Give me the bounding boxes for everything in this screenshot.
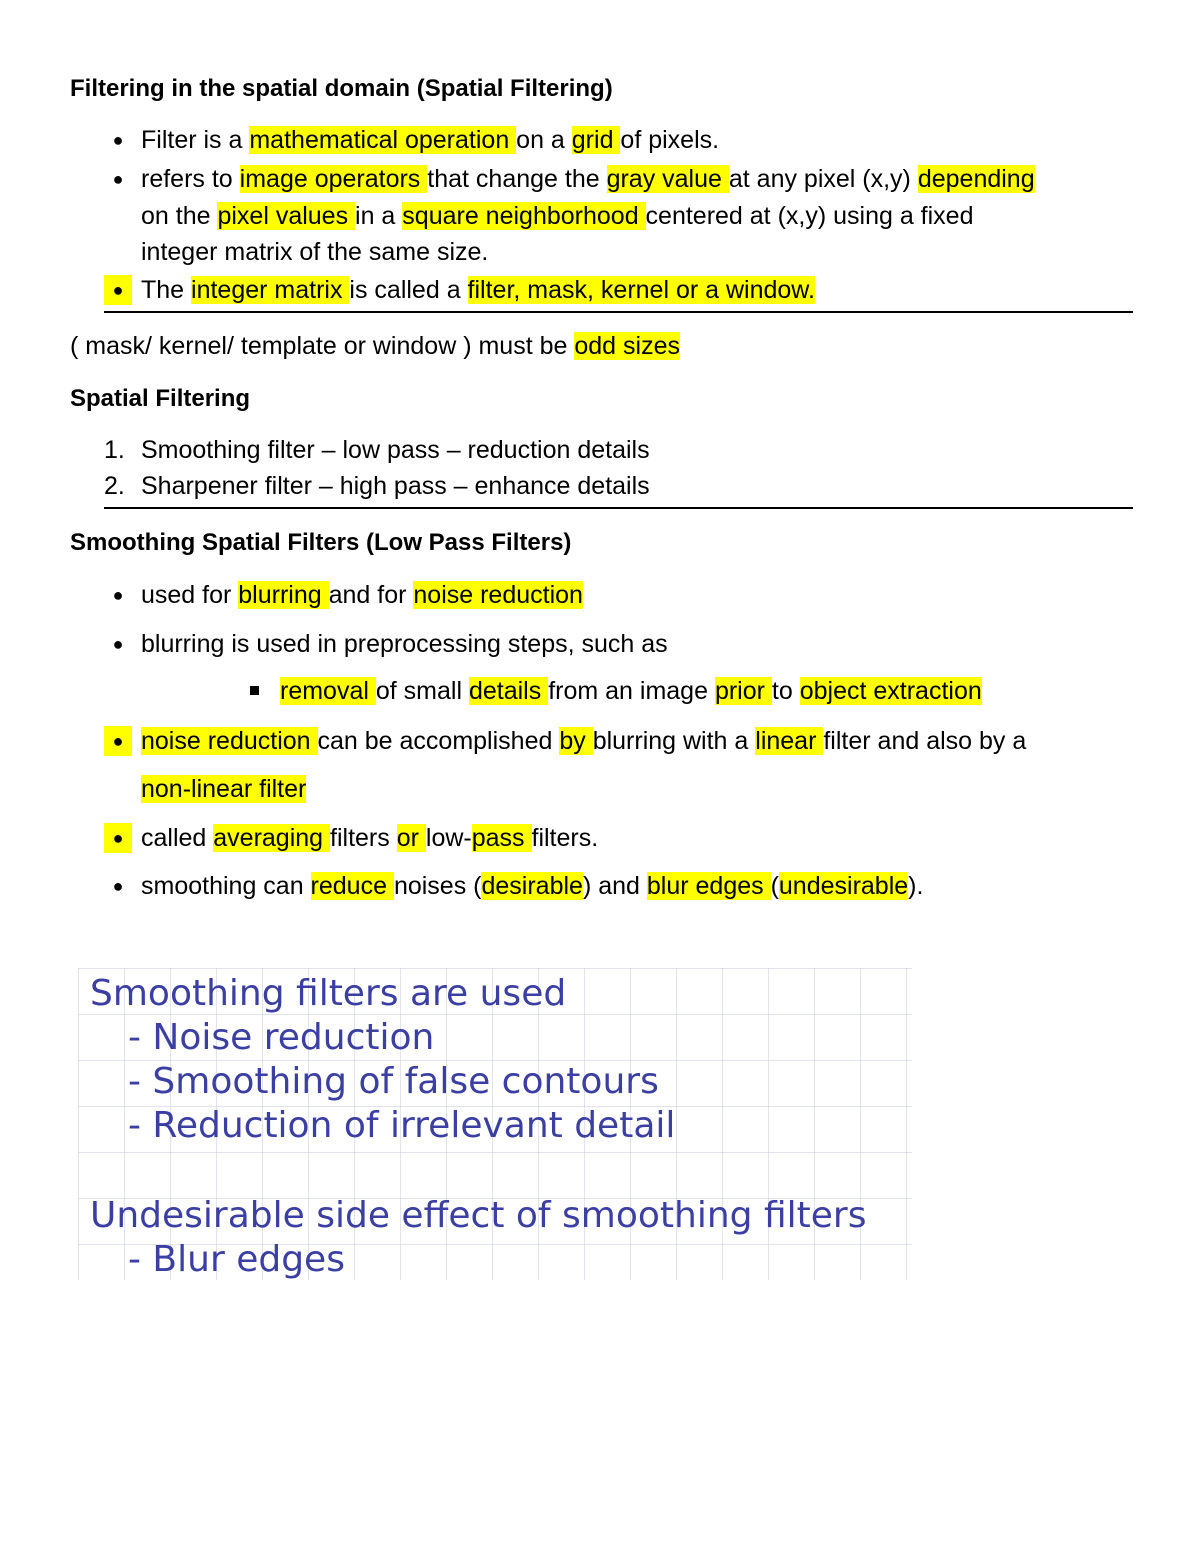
highlighted-text: desirable: [481, 872, 583, 900]
text: filter and also by a: [823, 727, 1027, 755]
text: of pixels.: [620, 126, 720, 154]
text: refers to: [141, 165, 240, 193]
bullet-icon: ●: [112, 130, 124, 150]
bullet-smoothing-tradeoff: [141, 870, 923, 902]
text: in a: [355, 202, 403, 230]
text: ) and: [582, 872, 647, 900]
text: to: [771, 677, 800, 705]
highlighted-text: odd sizes: [574, 332, 680, 360]
square-bullet-icon: [250, 686, 259, 695]
bullet-used-for-blurring: [141, 579, 583, 611]
sub-bullet-removal: [280, 675, 982, 707]
text: centered at (x,y) using a fixed: [645, 202, 974, 230]
heading-spatial-filtering: Spatial Filtering: [70, 385, 251, 412]
highlighted-text: undesirable: [778, 872, 909, 900]
highlighted-text: noise reduction: [141, 727, 318, 755]
bullet-noise-reduction-line2: [141, 773, 306, 805]
highlighted-text: mathematical operation: [249, 126, 517, 154]
highlighted-text: by: [559, 727, 593, 755]
text: ).: [908, 872, 924, 900]
text: The: [141, 276, 192, 304]
bullet-averaging: [141, 822, 598, 854]
slide-title-used: Smoothing filters are used: [90, 973, 567, 1014]
highlighted-text: noise reduction: [413, 581, 583, 609]
text: blurring with a: [592, 727, 756, 755]
highlighted-text: reduce: [310, 872, 394, 900]
highlighted-text: filter, mask, kernel or a window.: [467, 276, 815, 304]
slide-item: - Blur edges: [128, 1239, 345, 1280]
text: that change the: [427, 165, 607, 193]
slide-item: - Smoothing of false contours: [128, 1061, 659, 1102]
bullet-icon: ●: [112, 585, 124, 605]
bullet-icon: ●: [112, 634, 124, 654]
heading-spatial-domain: Filtering in the spatial domain (Spatial Filtering): [70, 75, 613, 102]
text: from an image: [548, 677, 715, 705]
bullet-icon: ●: [104, 823, 132, 853]
text: filters: [330, 824, 397, 852]
bullet-icon: ●: [112, 876, 124, 896]
text: low-: [425, 824, 472, 852]
text: is called a: [349, 276, 468, 304]
list-number: 2.: [104, 472, 125, 500]
heading-smoothing-filters: Smoothing Spatial Filters (Low Pass Filters): [70, 529, 572, 556]
highlighted-text: prior: [714, 677, 772, 705]
bullet-noise-reduction: [141, 725, 1026, 757]
bullet-icon: ●: [104, 726, 132, 756]
highlighted-text: linear: [755, 727, 824, 755]
divider: [104, 311, 1133, 313]
bullet-image-operators-line3: integer matrix of the same size.: [141, 238, 489, 266]
highlighted-text: non-linear filter: [141, 775, 307, 803]
bullet-filter-definition: [141, 124, 719, 156]
text: filters.: [531, 824, 599, 852]
list-item-sharpener: Sharpener filter – high pass – enhance details: [141, 472, 650, 500]
bullet-integer-matrix: [141, 274, 815, 306]
divider: [104, 507, 1133, 509]
bullet-image-operators: [141, 163, 1035, 195]
text: on the: [141, 202, 218, 230]
highlighted-text: or: [396, 824, 426, 852]
highlighted-text: removal: [280, 677, 376, 705]
highlighted-text: square neighborhood: [402, 202, 646, 230]
bullet-image-operators-line2: [141, 200, 974, 232]
text: of small: [375, 677, 469, 705]
highlighted-text: blur edges: [646, 872, 771, 900]
text: on a: [516, 126, 572, 154]
highlighted-text: pass: [471, 824, 532, 852]
highlighted-text: gray value: [606, 165, 729, 193]
text: Filter is a: [141, 126, 250, 154]
text: at any pixel (x,y): [728, 165, 918, 193]
note-odd-sizes: [70, 330, 680, 362]
highlighted-text: image operators: [239, 165, 428, 193]
highlighted-text: depending: [917, 165, 1035, 193]
text: called: [141, 824, 214, 852]
text: smoothing can: [141, 872, 311, 900]
slide-item: - Noise reduction: [128, 1017, 435, 1058]
slide-image: [78, 968, 912, 1280]
text: can be accomplished: [317, 727, 560, 755]
slide-title-side-effect: Undesirable side effect of smoothing filters: [90, 1195, 867, 1236]
slide-item: - Reduction of irrelevant detail: [128, 1105, 676, 1146]
bullet-icon: ●: [112, 169, 124, 189]
text: ( mask/ kernel/ template or window ) must be: [70, 332, 575, 360]
highlighted-text: blurring: [238, 581, 329, 609]
bullet-icon: ●: [104, 275, 132, 305]
highlighted-text: grid: [571, 126, 621, 154]
list-item-smoothing: Smoothing filter – low pass – reduction details: [141, 436, 650, 464]
highlighted-text: object extraction: [799, 677, 982, 705]
highlighted-text: pixel values: [217, 202, 356, 230]
text: used for: [141, 581, 239, 609]
text: (: [770, 872, 779, 900]
list-number: 1.: [104, 436, 125, 464]
highlighted-text: details: [468, 677, 549, 705]
bullet-preprocessing: blurring is used in preprocessing steps, such as: [141, 630, 668, 658]
highlighted-text: averaging: [213, 824, 331, 852]
highlighted-text: integer matrix: [191, 276, 350, 304]
text: noises (: [393, 872, 482, 900]
text: and for: [328, 581, 414, 609]
